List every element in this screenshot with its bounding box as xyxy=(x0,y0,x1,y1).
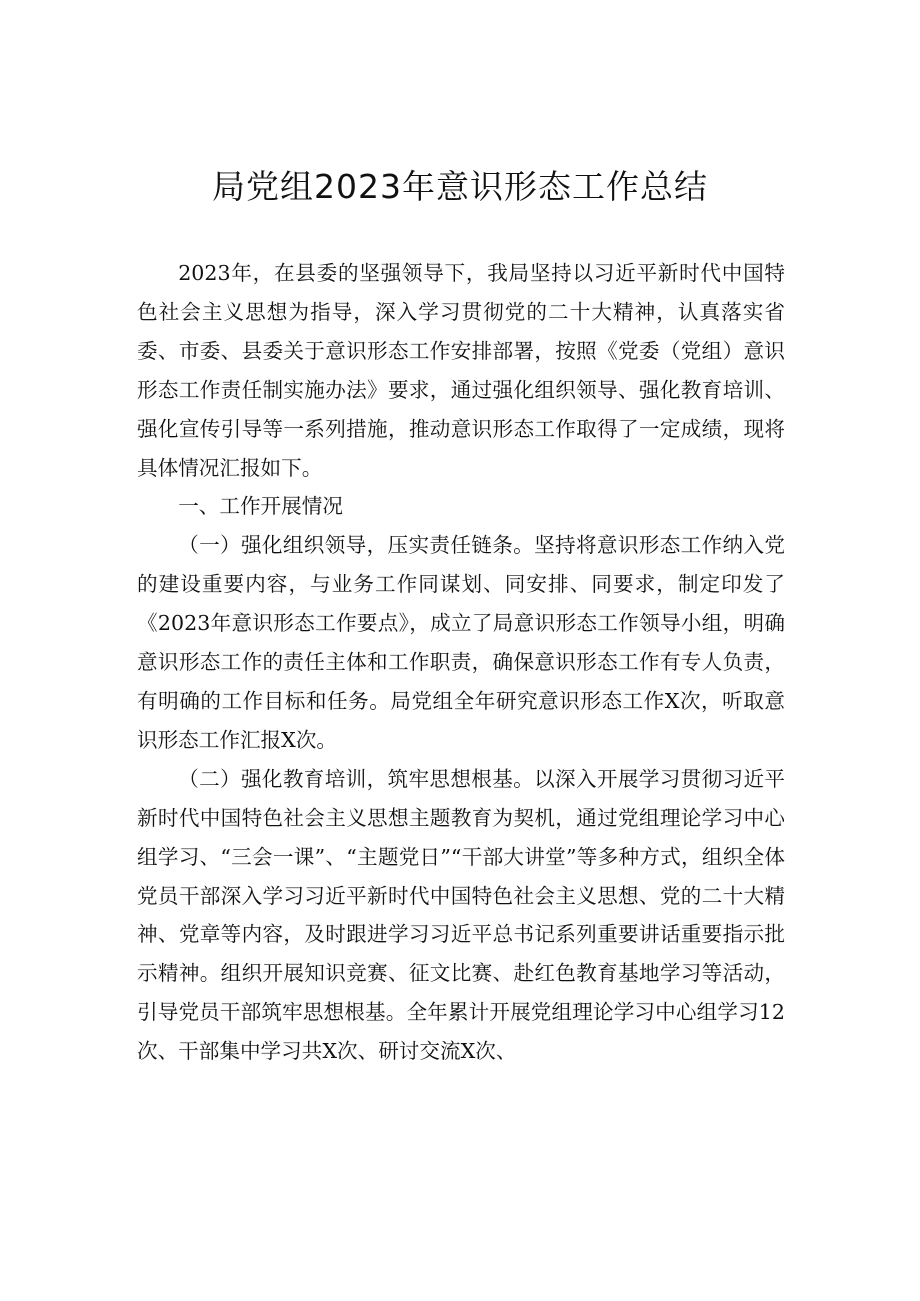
subsection-paragraph-2: （二）强化教育培训，筑牢思想根基。以深入开展学习贯彻习近平新时代中国特色社会主义思想主题教育为契机，通过党组理论学习中心组学习、“三会一课”、“主题党日”“干部大讲堂”等多种方式，组织全体党员干部深入学习习近平新时代中国特色社会主义思想、党的二十大精神、党章等内容，及时跟进学习习近平总书记系列重要讲话重要指示批示精神。组织开展知识竞赛、征文比赛、赴红色教育基地学习等活动，引导党员干部筑牢思想根基。全年累计开展党组理论学习中心组学习12次、干部集中学习共X次、研讨交流X次、 xyxy=(137,766,785,1064)
section-heading: 一、工作开展情况 xyxy=(178,494,343,519)
document-body xyxy=(137,254,785,1071)
document-title: 局党组2023年意识形态工作总结 xyxy=(212,167,708,206)
subsection-paragraph-1: （一）强化组织领导，压实责任链条。坚持将意识形态工作纳入党的建设重要内容，与业务工作同谋划、同安排、同要求，制定印发了《2023年意识形态工作要点》，成立了局意识形态工作领导小组，明确意识形态工作的责任主体和工作职责，确保意识形态工作有专人负责，有明确的工作目标和任务。局党组全年研究意识形态工作X次，听取意识形态工作汇报X次。 xyxy=(137,533,785,752)
intro-paragraph: 2023年，在县委的坚强领导下，我局坚持以习近平新时代中国特色社会主义思想为指导，深入学习贯彻党的二十大精神，认真落实省委、市委、县委关于意识形态工作安排部署，按照《党委（党组）意识形态工作责任制实施办法》要求，通过强化组织领导、强化教育培训、强化宣传引导等一系列措施，推动意识形态工作取得了一定成绩，现将具体情况汇报如下。 xyxy=(137,261,785,480)
